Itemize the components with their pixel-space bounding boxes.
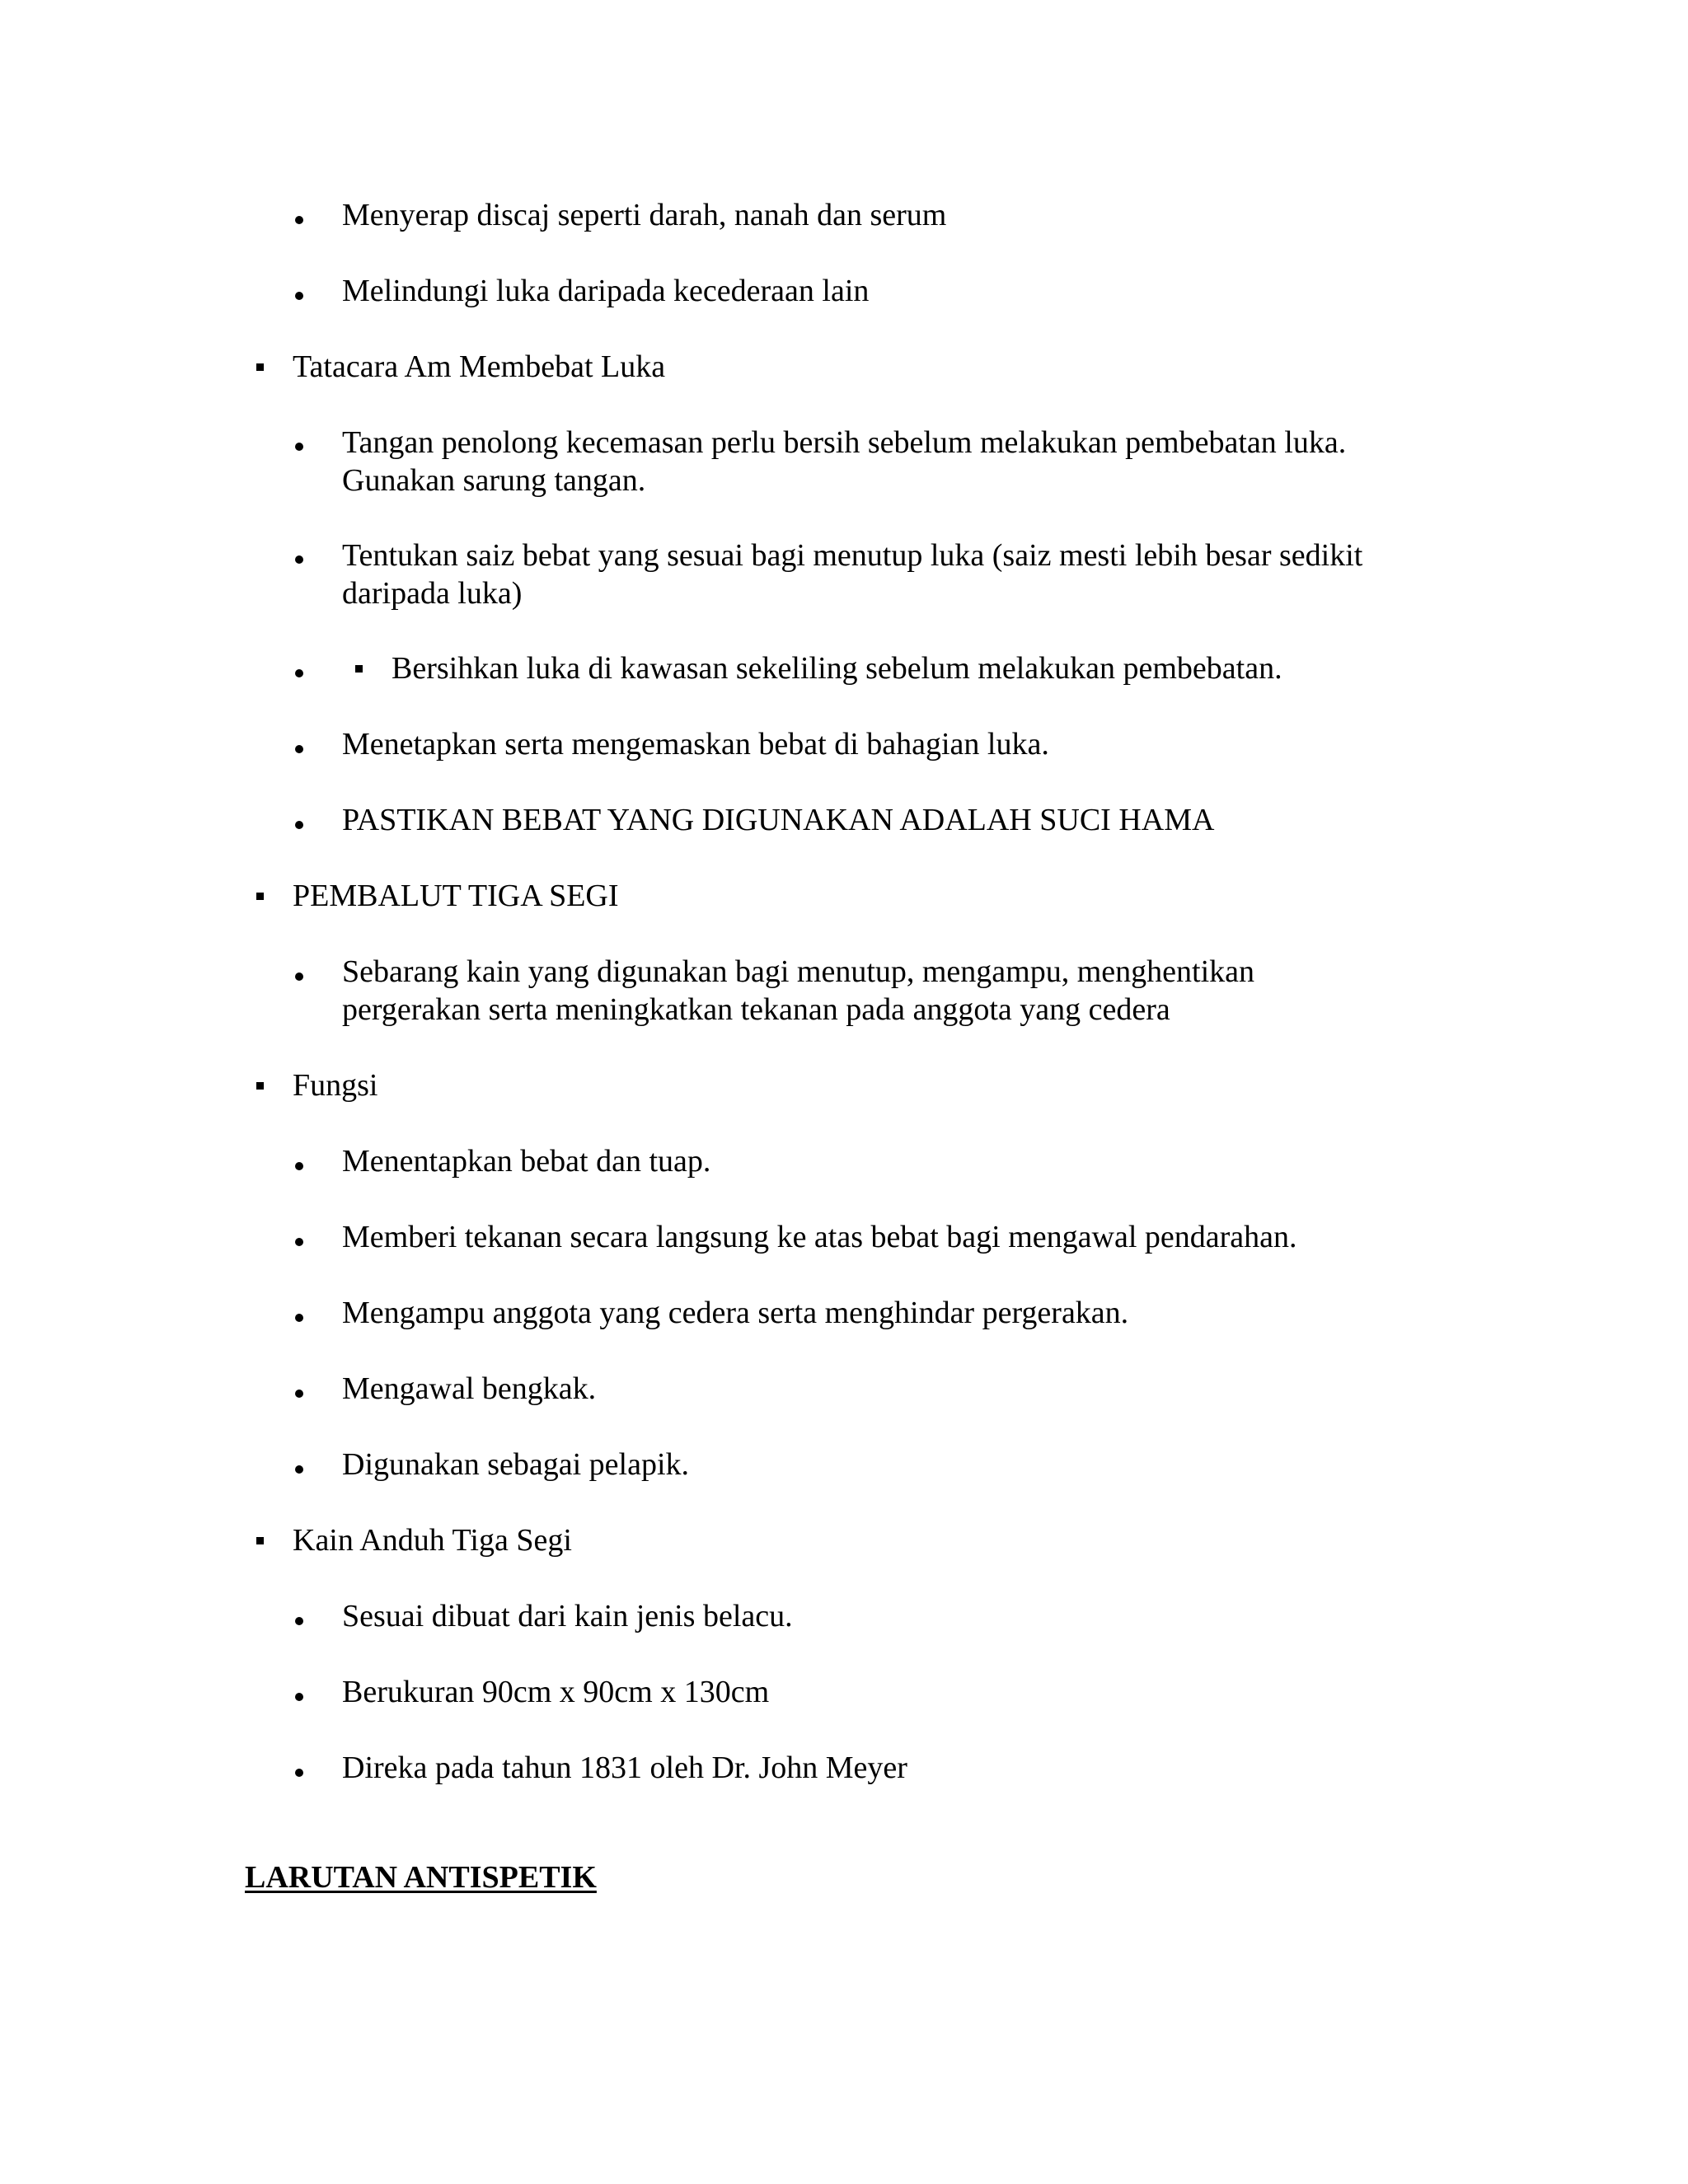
section-title: Fungsi [293,1068,378,1103]
bullet-dot-icon [295,1769,303,1777]
list-item: Mengampu anggota yang cedera serta menghindar pergerakan. [342,1296,1129,1330]
bullet-dot-icon [295,821,303,829]
bullet-dot-icon [295,1693,303,1701]
list-item: Digunakan sebagai pelapik. [342,1447,690,1482]
bullet-dot-icon [295,1390,303,1398]
bullet-dot-icon [295,1162,303,1170]
list-item: Sebarang kain yang digunakan bagi menutup, mengampu, menghentikan pergerakan serta meningkatkan tekanan pada anggota yang cedera [342,954,1254,1027]
list-item: Menentapkan bebat dan tuap. [342,1144,711,1179]
square-bullet-icon [256,1537,264,1544]
list-item: Mengawal bengkak. [342,1371,597,1406]
section-title: PEMBALUT TIGA SEGI [293,879,619,913]
bullet-dot-icon [295,1314,303,1322]
bullet-dot-icon [295,292,303,300]
bullet-dot-icon [295,1238,303,1246]
square-bullet-icon [355,665,363,673]
square-bullet-icon [256,1082,264,1090]
list-item: Menetapkan serta mengemaskan bebat di bahagian luka. [342,727,1049,762]
list-item: Sesuai dibuat dari kain jenis belacu. [342,1599,793,1633]
list-item: Direka pada tahun 1831 oleh Dr. John Meyer [342,1750,907,1785]
square-bullet-icon [256,893,264,900]
list-item: Menyerap discaj seperti darah, nanah dan serum [342,198,947,232]
list-item: Bersihkan luka di kawasan sekeliling sebelum melakukan pembebatan. [392,651,1282,686]
bullet-dot-icon [295,745,303,753]
list-item: Berukuran 90cm x 90cm x 130cm [342,1675,770,1709]
section-title: Tatacara Am Membebat Luka [293,349,666,384]
list-item: PASTIKAN BEBAT YANG DIGUNAKAN ADALAH SUCI HAMA [342,803,1215,837]
list-item: Memberi tekanan secara langsung ke atas bebat bagi mengawal pendarahan. [342,1220,1297,1254]
bullet-dot-icon [295,972,303,981]
section-heading: LARUTAN ANTISPETIK [245,1860,597,1895]
bullet-dot-icon [295,1617,303,1625]
bullet-dot-icon [295,669,303,677]
list-item: Melindungi luka daripada kecederaan lain [342,274,870,308]
bullet-dot-icon [295,216,303,224]
list-item: Tangan penolong kecemasan perlu bersih sebelum melakukan pembebatan luka. Gunakan sarung tangan. [342,425,1347,498]
bullet-dot-icon [295,1465,303,1474]
square-bullet-icon [256,363,264,371]
bullet-dot-icon [295,443,303,451]
bullet-dot-icon [295,555,303,564]
list-item: Tentukan saiz bebat yang sesuai bagi menutup luka (saiz mesti lebih besar sedikit daripada luka) [342,538,1363,611]
section-title: Kain Anduh Tiga Segi [293,1523,572,1558]
